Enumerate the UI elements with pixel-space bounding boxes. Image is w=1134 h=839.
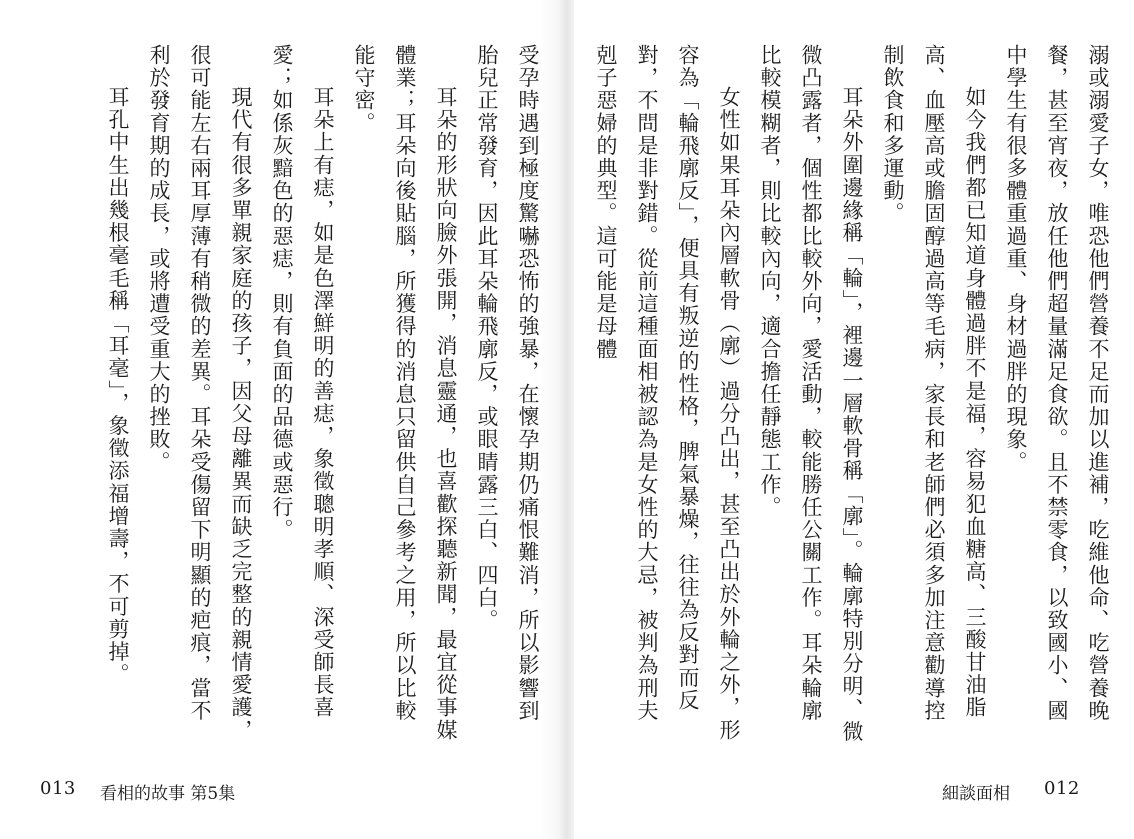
paragraph: 耳朵上有痣，如是色澤鮮明的善痣，象徵聰明孝順、深受師長喜愛；如係灰黯色的惡痣，則有負面的品德或惡行。 — [270, 44, 335, 719]
paragraph: 耳朵外圍邊緣稱「輪」，裡邊一層軟骨稱「廓」。輪廓特別分明、微微凸露者，個性都比較外向，愛活動，較能勝任公關工作。耳朵輪廓比較模糊者，則比較內向，適合擔任靜態工作。 — [758, 44, 864, 743]
running-title-right: 細談面相 — [942, 784, 1010, 804]
paragraph: 受孕時遇到極度驚嚇恐怖的強暴，在懷孕期仍痛恨難消，所以影響到胎兒正常發育，因此耳朵輪飛廓反，或眼睛露三白、四白。 — [475, 44, 540, 722]
paragraph: 溺或溺愛子女，唯恐他們營養不足而加以進補，吃維他命、吃營養晚餐，甚至宵夜，放任他們超量滿足食欲。且不禁零食，以致國小、國中學生有很多體重過重、身材過胖的現象。 — [1004, 44, 1110, 722]
right-page-body — [594, 44, 1118, 744]
paragraph: 耳孔中生出幾根毫毛稱「耳毫」，象徵添福增壽，不可剪掉。 — [106, 86, 130, 686]
running-title-left: 看相的故事 第5集 — [100, 784, 236, 804]
paragraph: 女性如果耳朵內層軟骨（廓）過分凸出，甚至凸出於外輪之外，形容為「輪飛廓反」，便具有叛逆的性格，脾氣暴燥，往往為反對而反對，不問是非對錯。從前這種面相被認為是女性的大忌，被判為刑夫剋子惡婦的典型。這可能是母體 — [594, 44, 741, 742]
paragraph: 耳朵的形狀向臉外張開，消息靈通，也喜歡探聽新聞，最宜從事媒體業；耳朵向後貼腦，所獲得的消息只留供自己參考之用，所以比較能守密。 — [352, 44, 458, 742]
page-number-left: 013 — [40, 778, 76, 799]
page-number-right: 012 — [1044, 778, 1080, 799]
right-page — [574, 0, 1134, 839]
paragraph: 現代有很多單親家庭的孩子，因父母離異而缺乏完整的親情愛護，很可能左右兩耳厚薄有稍微的差異。耳朵受傷留下明顯的疤痕，當不利於發育期的成長，或將遭受重大的挫敗。 — [147, 44, 253, 742]
paragraph: 如今我們都已知道身體過胖不是福，容易犯血糖高、三酸甘油脂高、血壓高或膽固醇過高等毛病，家長和老師們必須多加注意勸導控制飲食和多運動。 — [881, 44, 987, 722]
left-page — [0, 0, 560, 839]
left-page-body — [78, 44, 548, 744]
